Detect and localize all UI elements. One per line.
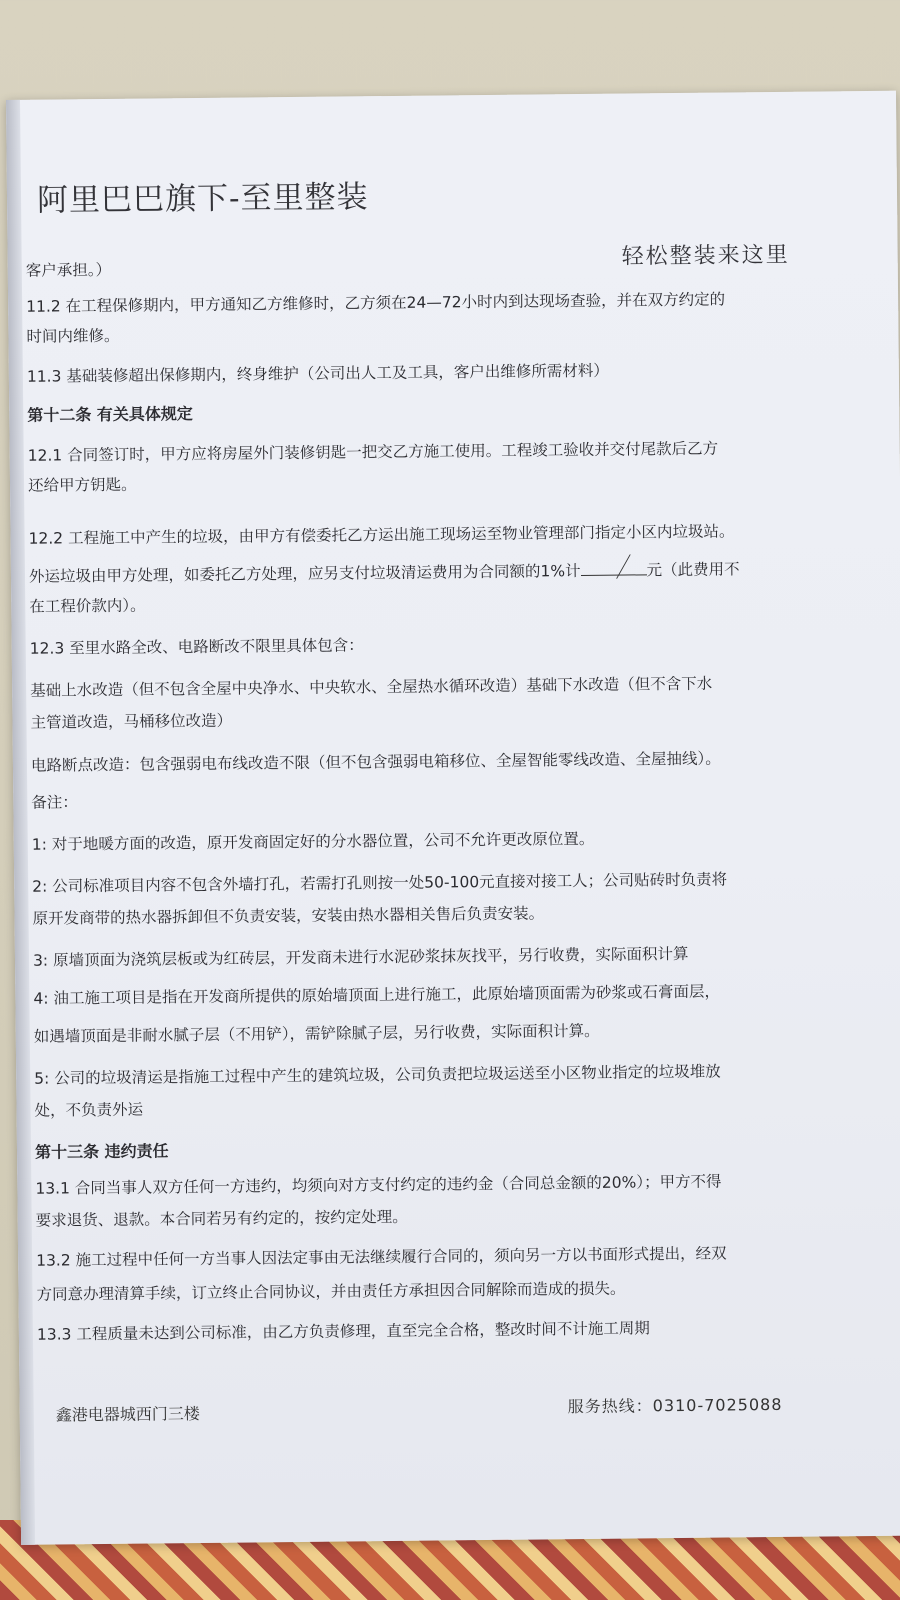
note-line: 2: 公司标准项目内容不包含外墙打孔，若需打孔则按一处50-100元直接对接工人；公司贴砖时负责将	[32, 870, 728, 896]
section-heading-13: 第十三条 违约责任	[34, 1141, 169, 1162]
note-line: 5: 公司的垃圾清运是指施工过程中产生的建筑垃圾，公司负责把垃圾运送至小区物业指定的垃圾堆放	[34, 1062, 721, 1088]
paragraph-line: 还给甲方钥匙。	[27, 475, 137, 495]
note-line: 处，不负责外运	[34, 1100, 144, 1120]
paragraph-line-with-blank	[29, 557, 889, 588]
section-heading-12: 第十二条 有关具体规定	[27, 404, 193, 425]
paragraph-line: 12.1 合同签订时，甲方应将房屋外门装修钥匙一把交乙方施工使用。工程竣工验收并交付尾款后乙方	[27, 439, 719, 465]
paragraph-line: 11.3 基础装修超出保修期内，终身维护（公司出人工及工具，客户出维修所需材料）	[26, 361, 609, 386]
contract-page	[6, 91, 900, 1545]
paragraph-line: 基础上水改造（但不包含全屋中央净水、中央软水、全屋热水循环改造）基础下水改造（但不含下水	[30, 674, 713, 700]
paragraph-text: 外运垃圾由甲方处理，如委托乙方处理，应另支付垃圾清运费用为合同额的1%计	[28, 562, 581, 586]
footer-hotline: 服务热线：0310-7025088	[567, 1394, 783, 1417]
paragraph-line: 时间内维修。	[26, 326, 120, 346]
paragraph-line: 13.2 施工过程中任何一方当事人因法定事由无法继续履行合同的，须向另一方以书面形式提出，经双	[36, 1244, 727, 1270]
note-line: 3: 原墙顶面为浇筑层板或为红砖层，开发商未进行水泥砂浆抹灰找平，另行收费，实际面积计算	[32, 944, 689, 970]
paragraph-line: 主管道改造，马桶移位改造）	[30, 711, 233, 732]
paragraph-line: 客户承担。）	[25, 260, 112, 280]
note-line: 如遇墙顶面是非耐水腻子层（不用铲），需铲除腻子层，另行收费，实际面积计算。	[33, 1021, 600, 1046]
paragraph-line: 13.3 工程质量未达到公司标准，由乙方负责修理，直至完全合格，整改时间不计施工周期	[36, 1319, 650, 1344]
note-line: 1: 对于地暖方面的改造，原开发商固定好的分水器位置，公司不允许更改原位置。	[31, 829, 595, 854]
paragraph-text: 元（此费用不	[646, 560, 740, 580]
page-content	[24, 91, 899, 1545]
paragraph-line: 在工程价款内）。	[29, 596, 146, 616]
paragraph-line: 电路断点改造：包含强弱电布线改造不限（但不包含强弱电箱移位、全屋智能零线改造、全屋抽线）。	[30, 749, 721, 775]
paragraph-line: 要求退货、退款。本合同若另有约定的，按约定处理。	[35, 1207, 408, 1230]
paragraph-line: 11.2 在工程保修期内，甲方通知乙方维修时，乙方须在24—72小时内到达现场查验，并在双方约定的	[26, 290, 726, 316]
brand-title: 阿里巴巴旗下-至里整装	[36, 179, 369, 219]
slogan: 轻松整装来这里	[621, 242, 790, 270]
paragraph-line: 方同意办理清算手续，订立终止合同协议，并由责任方承担因合同解除而造成的损失。	[36, 1279, 626, 1304]
paragraph-line: 12.3 至里水路全改、电路断改不限里具体包含：	[29, 636, 364, 658]
footer-address: 鑫港电器城西门三楼	[55, 1404, 200, 1425]
paragraph-line: 备注：	[31, 793, 78, 812]
fill-in-blank	[580, 560, 646, 576]
note-line: 4: 油工施工项目是指在开发商所提供的原始墙顶面上进行施工，此原始墙顶面需为砂浆或石膏面层，	[33, 982, 720, 1008]
note-line: 原开发商带的热水器拆卸但不负责安装，安装由热水器相关售后负责安装。	[32, 904, 545, 928]
paragraph-line: 12.2 工程施工中产生的垃圾，由甲方有偿委托乙方运出施工现场运至物业管理部门指定小区内垃圾站。	[28, 522, 735, 548]
paragraph-line: 13.1 合同当事人双方任何一方违约，均须向对方支付约定的违约金（合同总金额的20%）；甲方不得	[35, 1172, 722, 1198]
